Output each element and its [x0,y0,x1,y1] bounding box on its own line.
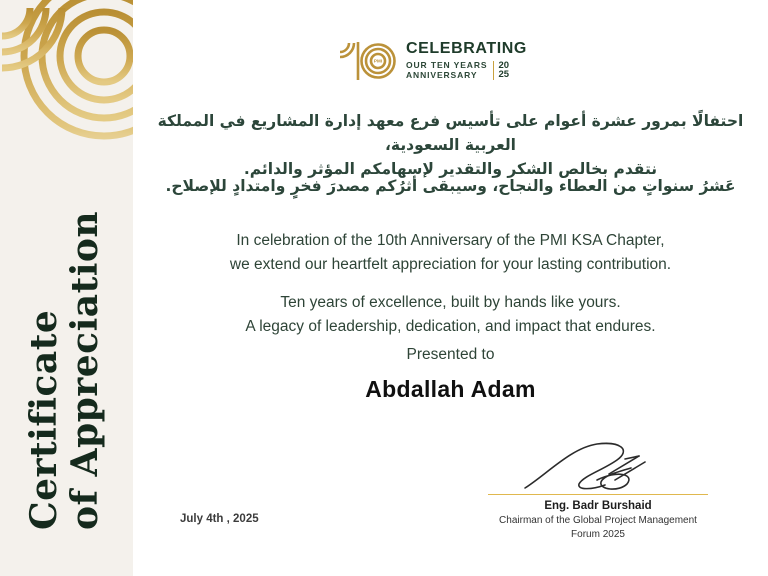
recipient-name: Abdallah Adam [365,376,536,402]
arabic-par1-line1: احتفالًا بمرور عشرة أعوام على تأسيس فرع معهد إدارة المشاريع في المملكة العربية السعودية، [157,112,744,154]
arabic-paragraph-1 [153,109,748,181]
english-paragraph-2 [153,291,748,339]
signature-line [488,494,708,495]
logo-subtitle-line2: ANNIVERSARY [406,70,478,80]
english-par2-line2: A legacy of leadership, dedication, and impact that endures. [245,318,656,335]
logo-year-bottom: 25 [498,69,510,80]
sidebar [0,0,133,576]
certificate-date: July 4th , 2025 [180,513,259,525]
signer-title: Chairman of the Global Project Management Forum 2025 [499,515,697,540]
english-paragraph-1 [153,229,748,277]
signer-name: Eng. Badr Burshaid [544,500,652,512]
english-par1-line1: In celebration of the 10th Anniversary of the PMI KSA Chapter, [236,232,665,249]
arabic-paragraph-2: عَشرُ سنواتٍ من العطاء والنجاح، وسيبقى أثرُكم مصدرَ فخرٍ وامتدادٍ للإصلاح. [165,177,736,195]
logo-celebrating: CELEBRATING [406,40,527,57]
signature-block [487,440,709,542]
signature-icon [513,440,683,492]
pmi-mark-label: PMI [373,58,383,64]
arabic-par1-line2: نتقدم بخالص الشكر والتقدير لإسهامكم المؤثر والدائم. [243,160,658,178]
certificate-title-line1: Certificate [23,309,65,530]
certificate-body [133,0,768,576]
english-par1-line2: we extend our heartfelt appreciation for your lasting contribution. [229,256,672,273]
logo-year-top: 20 [498,59,510,71]
english-par2-line1: Ten years of excellence, built by hands like yours. [280,294,621,311]
presented-to-label: Presented to [406,346,495,363]
ten-years-ornament-icon [0,0,133,230]
logo-subtitle-line1: OUR TEN YEARS [406,60,488,70]
certificate-title-line2: of Appreciation [64,210,106,530]
certificate-title [24,211,106,530]
